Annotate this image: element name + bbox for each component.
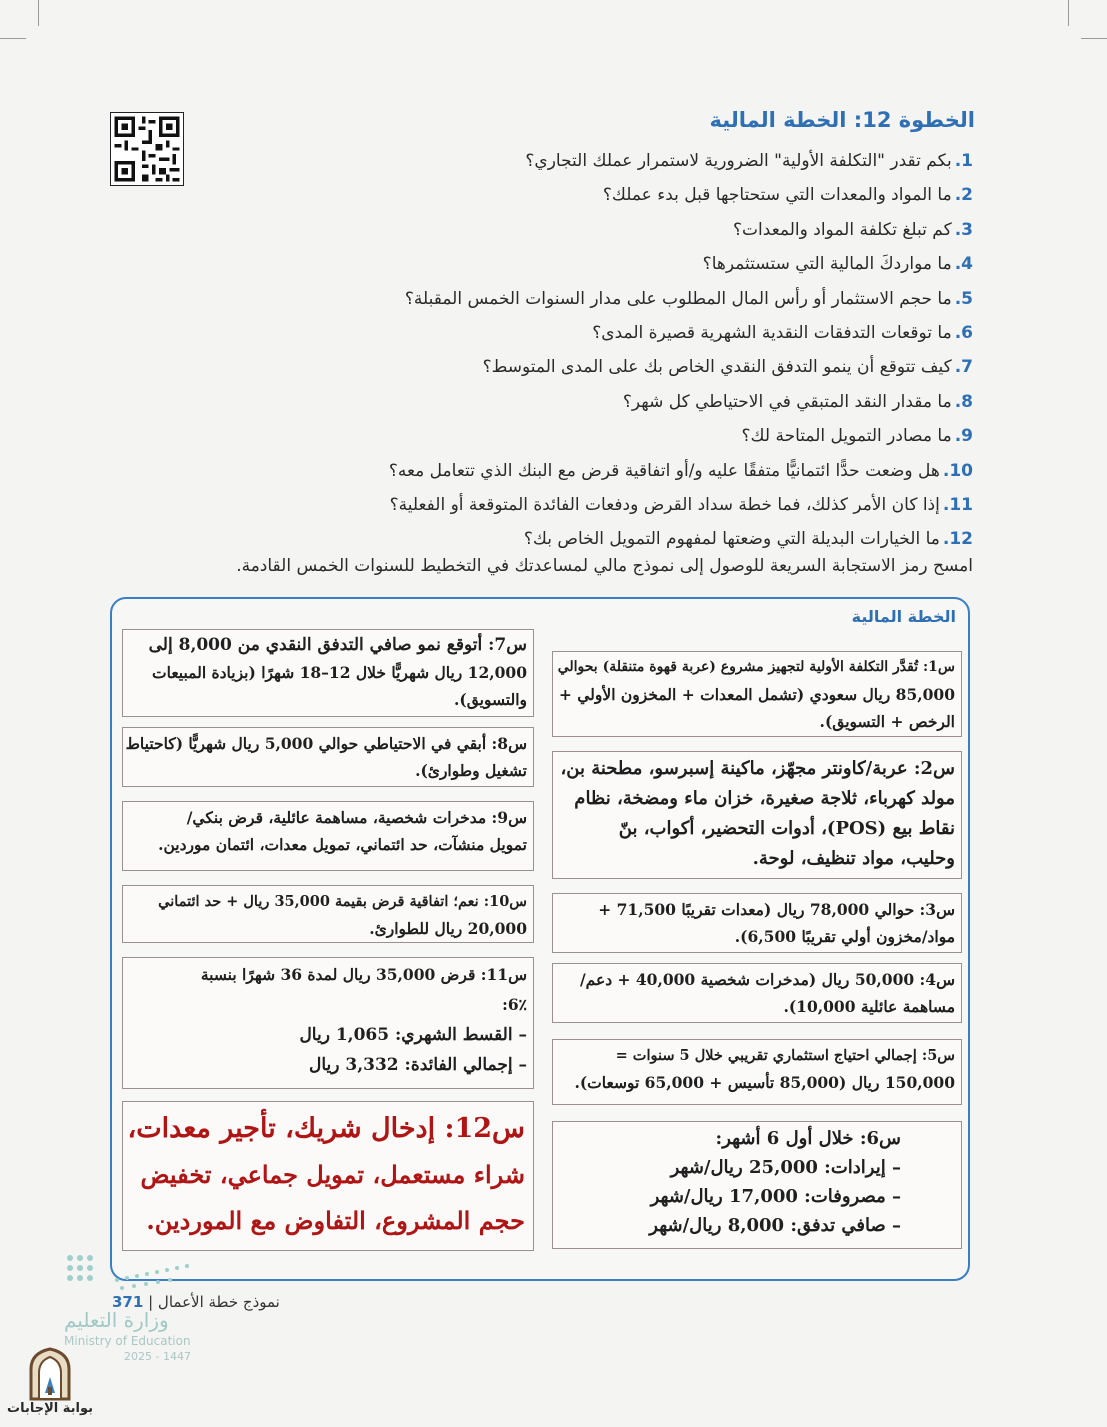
question-number: 4. [954,254,973,275]
page-footer [112,1293,280,1311]
mosque-arch-icon [27,1347,73,1401]
answer-line: شراء مستعمل، تمويل جماعي، تخفيض [140,1160,525,1189]
list-item [213,385,973,419]
list-item [213,213,973,247]
question-number: 12. [942,529,973,550]
ministry-name-en: Ministry of Education [64,1334,191,1348]
answer-line: س11: قرض 35,000 ريال لمدة 36 شهرًا بنسبة [200,965,527,984]
question-text: ما مصادر التمويل المتاحة لك؟ [741,426,952,447]
section-name: نموذج خطة الأعمال [157,1293,280,1311]
answer-line: تمويل منشآت، حد ائتماني، تمويل معدات، ائتمان موردين. [158,835,527,854]
question-text: ما مواردكَ المالية التي ستستثمرها؟ [702,254,952,275]
answer-line: س5: إجمالي احتياج استثماري تقريبي خلال 5 سنوات = [615,1047,955,1064]
answer-line: س6: خلال أول 6 أشهر: [715,1128,901,1149]
answer-line: س9: مدخرات شخصية، مساهمة عائلية، قرض بنكي/ [186,808,527,827]
question-number: 8. [954,391,973,412]
ministry-year: 2025 - 1447 [124,1350,191,1363]
question-text: ما مقدار النقد المتبقي في الاحتياطي كل شهر؟ [622,391,952,412]
answer-line: حجم المشروع، التفاوض مع الموردين. [146,1206,525,1235]
answer-line: الرخص + التسويق). [819,712,955,731]
question-number: 10. [942,460,973,481]
question-text: ما المواد والمعدات التي ستحتاجها قبل بدء عملك؟ [602,185,952,206]
question-text: ما الخيارات البديلة التي وضعتها لمفهوم التمويل الخاص بك؟ [523,529,940,550]
list-item [213,144,973,178]
answer-line: س2: عربة/كاونتر مجهّز، ماكينة إسبرسو، مطحنة بن، [560,758,955,779]
list-item [213,350,973,384]
answer-box-7 [122,629,534,717]
list-item [213,282,973,316]
list-item [213,419,973,453]
question-text: كم تبلغ تكلفة المواد والمعدات؟ [733,219,952,240]
question-text: ما حجم الاستثمار أو رأس المال المطلوب على مدار السنوات الخمس المقبلة؟ [404,288,952,309]
question-number: 5. [954,288,973,309]
question-number: 3. [954,219,973,240]
footer-divider: | [143,1293,154,1311]
qr-instruction: امسح رمز الاستجابة السريعة للوصول إلى نموذج مالي لمساعدتك في التخطيط للسنوات الخمس القادمة. [236,556,973,576]
answer-line: س4: 50,000 ريال (مدخرات شخصية 40,000 + دعم/ [579,970,955,989]
panel-title: الخطة المالية [851,607,956,626]
crop-mark [1081,38,1107,39]
question-text: هل وضعت حدًّا ائتمانيًّا متفقًا عليه و/أو اتفاقية قرض مع البنك الذي تتعامل معه؟ [388,460,940,481]
question-number: 7. [954,357,973,378]
answer-line: س8: أبقي في الاحتياطي حوالي 5,000 ريال شهريًّا (كاحتياط [125,734,527,753]
answer-line: مواد/مخزون أولي تقريبًا 6,500). [734,927,955,946]
question-text: كيف تتوقع أن ينمو التدفق النقدي الخاص بك على المدى المتوسط؟ [482,357,952,378]
question-text: بكم تقدر "التكلفة الأولية" الضرورية لاستمرار عملك التجاري؟ [525,151,952,171]
answer-line: – إيرادات: 25,000 ريال/شهر [670,1157,901,1178]
crop-mark [1068,0,1069,26]
question-number: 11. [942,494,973,515]
list-item [213,454,973,488]
answer-line: 12,000 ريال شهريًّا خلال 12–18 شهرًا (بزيادة المبيعات [152,663,527,682]
answer-line: والتسويق). [454,690,527,709]
crop-mark [38,0,39,26]
answer-line: 150,000 ريال (85,000 تأسيس + 65,000 توسعات). [574,1073,955,1092]
answer-line: تشغيل وطوارئ). [415,761,527,780]
answer-box-2 [552,751,962,879]
question-text: إذا كان الأمر كذلك، فما خطة سداد القرض ودفعات الفائدة المتوقعة أو الفعلية؟ [389,494,940,515]
list-item [213,488,973,522]
answer-line: – إجمالي الفائدة: 3,332 ريال [309,1055,527,1075]
answer-line: س12: إدخال شريك، تأجير معدات، [127,1113,525,1144]
site-label: بوابة الإجابات [7,1401,93,1416]
answer-box-3 [552,893,962,953]
answer-line: – صافي تدفق: 8,000 ريال/شهر [649,1215,901,1236]
list-item [213,316,973,350]
answer-box-10 [122,885,534,943]
answer-line: – مصروفات: 17,000 ريال/شهر [650,1186,901,1207]
ministry-name-ar: وزارة التعليم [64,1308,169,1332]
site-logo[interactable] [0,1347,100,1427]
qr-code-icon[interactable] [110,112,184,186]
answer-line: س3: حوالي 78,000 ريال (معدات تقريبًا 71,500 + [598,900,955,919]
answer-box-12 [122,1101,534,1251]
answer-line: 20,000 ريال للطوارئ. [369,919,527,938]
answer-line: س1: تُقدَّر التكلفة الأولية لتجهيز مشروع (عربة قهوة متنقلة) بحوالي [557,659,955,675]
answer-line: – القسط الشهري: 1,065 ريال [299,1025,527,1045]
answer-box-11 [122,957,534,1089]
question-number: 2. [954,185,973,206]
answer-line: س10: نعم؛ اتفاقية قرض بقيمة 35,000 ريال + حد ائتماني [158,893,527,910]
list-item [213,522,973,556]
question-text: ما توقعات التدفقات النقدية الشهرية قصيرة المدى؟ [592,322,952,343]
step-title: الخطوة 12: الخطة المالية [709,108,975,132]
answer-box-5 [552,1039,962,1105]
answer-box-6 [552,1121,962,1249]
answer-line: مساهمة عائلية 10,000). [783,997,955,1016]
answer-line: نقاط بيع (POS)، أدوات التحضير، أكواب، بنّ [618,818,955,839]
question-number: 9. [954,426,973,447]
question-list [213,144,973,557]
answer-box-9 [122,801,534,871]
page-number: 371 [112,1293,144,1311]
question-number: 1. [954,151,973,171]
list-item [213,247,973,281]
financial-plan-panel [110,597,970,1281]
list-item [213,178,973,212]
answer-box-1 [552,651,962,737]
answer-line: مولد كهرباء، ثلاجة صغيرة، خزان ماء ومضخة، نظام [574,788,955,809]
crop-mark [0,38,26,39]
answer-box-4 [552,963,962,1023]
question-number: 6. [954,322,973,343]
answer-line: 85,000 ريال سعودي (تشمل المعدات + المخزون الأولي + [558,685,955,704]
answer-line: وحليب، مواد تنظيف، لوحة. [752,848,955,869]
answer-box-8 [122,727,534,787]
answer-line: س7: أتوقع نمو صافي التدفق النقدي من 8,000 إلى [148,635,527,655]
answer-line: 6٪: [502,995,527,1014]
